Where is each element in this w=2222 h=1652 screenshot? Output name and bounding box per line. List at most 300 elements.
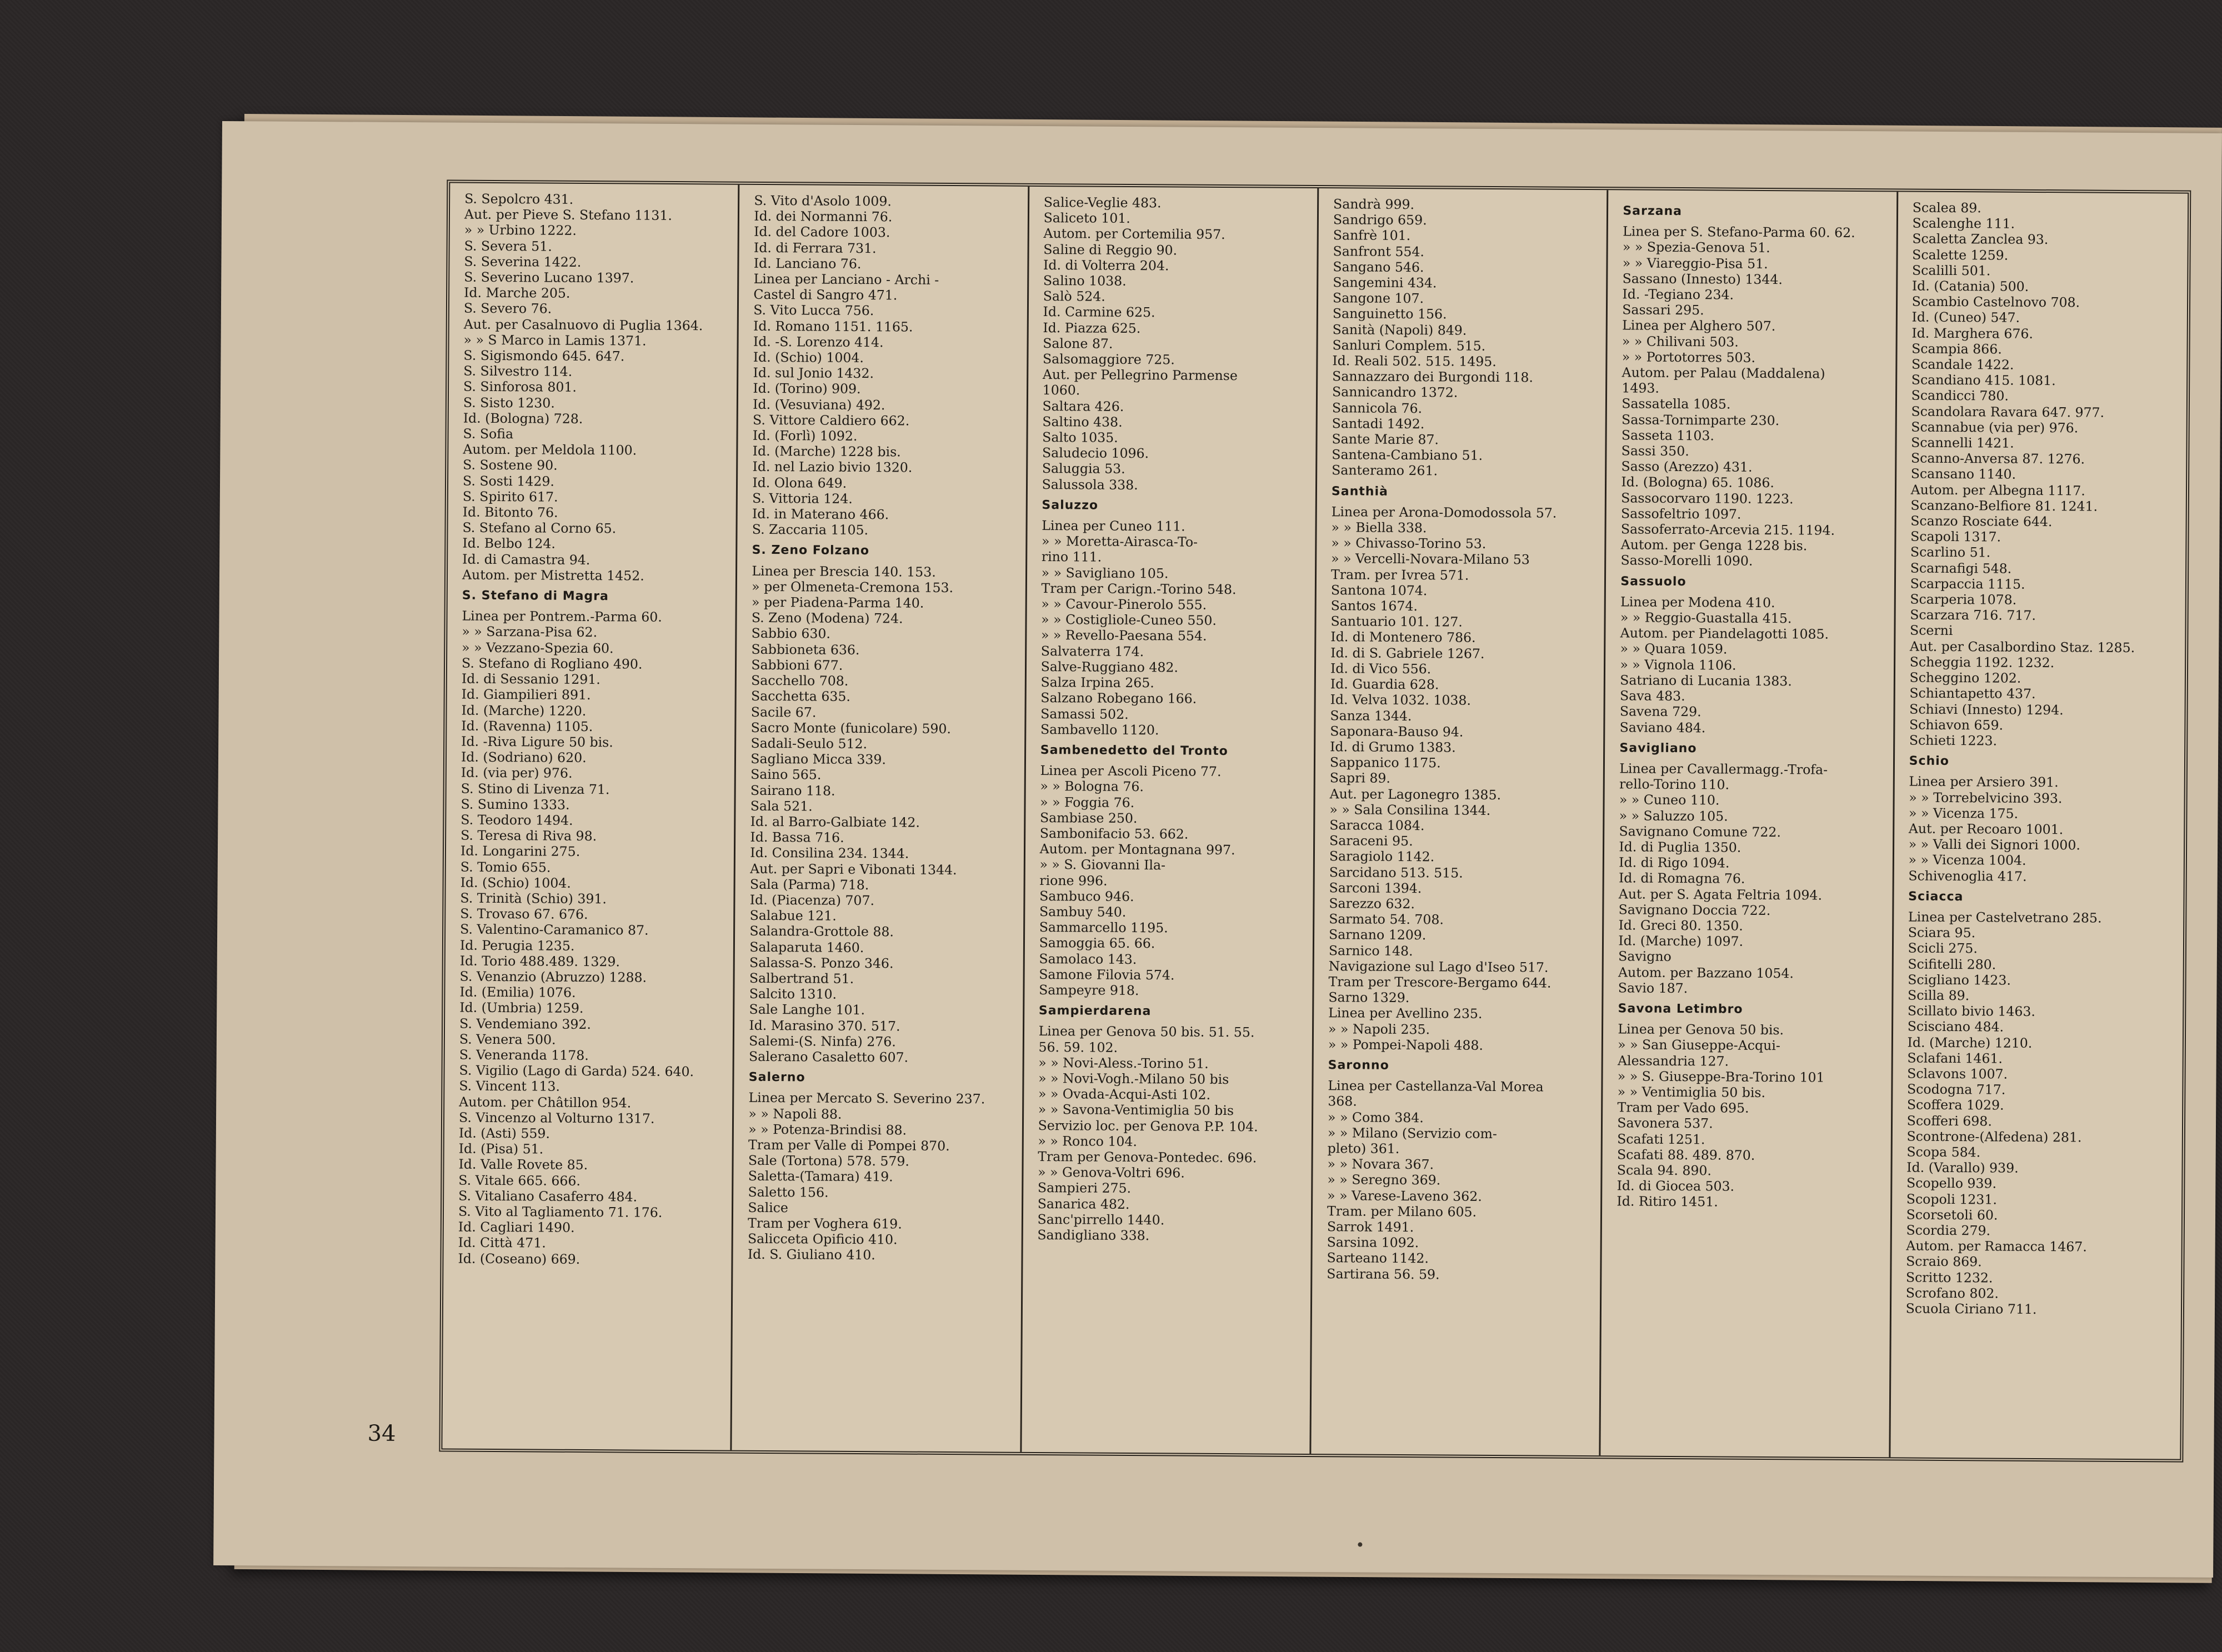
index-entry: Saludecio 1096. bbox=[1042, 445, 1149, 462]
index-entry: Sampeyre 918. bbox=[1039, 982, 1139, 999]
index-entry: » » San Giuseppe-Acqui- bbox=[1618, 1037, 1780, 1054]
index-entry: Id. nel Lazio bivio 1320. bbox=[752, 459, 913, 476]
index-entry: Id. Marasino 370. 517. bbox=[749, 1017, 900, 1034]
binding-mark bbox=[1358, 1543, 1362, 1547]
index-column-6 bbox=[1890, 192, 2188, 1459]
index-entry: Autom. per Piandelagotti 1085. bbox=[1620, 625, 1829, 642]
index-entry: Linea per Lanciano - Archi - bbox=[753, 271, 939, 288]
index-entry: Santadi 1492. bbox=[1332, 415, 1425, 432]
index-entry: Id. di Vico 556. bbox=[1330, 660, 1432, 677]
index-entry: » » Viareggio-Pisa 51. bbox=[1622, 255, 1768, 272]
index-entry: » » Novara 367. bbox=[1327, 1156, 1434, 1173]
index-entry: Savignano Doccia 722. bbox=[1618, 902, 1771, 918]
index-entry: S. Sisto 1230. bbox=[463, 394, 555, 411]
index-entry: Sarconi 1394. bbox=[1329, 879, 1422, 896]
index-entry: Savio 187. bbox=[1618, 980, 1688, 996]
index-entry: Sasso (Arezzo) 431. bbox=[1621, 458, 1753, 475]
index-entry: Sanità (Napoli) 849. bbox=[1332, 321, 1467, 338]
index-entry: » » Ovada-Acqui-Asti 102. bbox=[1038, 1086, 1211, 1103]
index-entry: » » Ventimiglia 50 bis. bbox=[1617, 1084, 1766, 1100]
index-entry: Id. Greci 80. 1350. bbox=[1618, 917, 1743, 934]
index-entry: Sassocorvaro 1190. 1223. bbox=[1621, 490, 1794, 507]
index-entry: » » S Marco in Lamis 1371. bbox=[463, 332, 647, 349]
index-entry: Schivenoglia 417. bbox=[1908, 868, 2027, 884]
index-entry: Scanzano-Belfiore 81. 1241. bbox=[1910, 497, 2098, 514]
index-entry: Salsomaggiore 725. bbox=[1042, 351, 1175, 368]
section-heading: Saronno bbox=[1328, 1058, 1389, 1073]
index-entry: Sclavons 1007. bbox=[1907, 1065, 2008, 1082]
index-entry: S. Silvestro 114. bbox=[463, 363, 573, 380]
index-entry: Schiantapetto 437. bbox=[1909, 685, 2036, 702]
index-entry: Saviano 484. bbox=[1619, 719, 1706, 735]
index-entry: Scrofano 802. bbox=[1905, 1285, 1999, 1301]
index-entry: » » Como 384. bbox=[1327, 1109, 1424, 1125]
index-entry: Scifitelli 280. bbox=[1908, 956, 1996, 973]
index-entry: Scanno-Anversa 87. 1276. bbox=[1910, 450, 2085, 467]
index-entry: Linea per Cuneo 111. bbox=[1042, 518, 1185, 534]
index-entry: » » Novi-Vogh.-Milano 50 bis bbox=[1038, 1070, 1229, 1088]
index-entry: Scheggino 1202. bbox=[1909, 669, 2021, 686]
index-entry: Linea per Genova 50 bis. bbox=[1618, 1021, 1784, 1038]
index-entry: Id. di Puglia 1350. bbox=[1619, 839, 1741, 855]
index-entry: Savignano Comune 722. bbox=[1619, 823, 1781, 840]
index-entry: Savonera 537. bbox=[1617, 1115, 1713, 1132]
index-entry: Id. Velva 1032. 1038. bbox=[1330, 692, 1472, 709]
index-entry: Scraio 869. bbox=[1906, 1253, 1982, 1270]
index-entry: S. Vendemiano 392. bbox=[459, 1015, 592, 1032]
index-entry: rello-Torino 110. bbox=[1619, 776, 1730, 793]
index-entry: » » Savona-Ventimiglia 50 bis bbox=[1038, 1102, 1234, 1119]
index-entry: Scalenghe 111. bbox=[1912, 215, 2015, 232]
index-entry: Scontrone-(Alfedena) 281. bbox=[1906, 1128, 2082, 1145]
index-entry: Scisciano 484. bbox=[1907, 1018, 2004, 1035]
index-entry: Id. (Marche) 1210. bbox=[1907, 1034, 2033, 1051]
index-entry: Id. Valle Rovete 85. bbox=[458, 1157, 588, 1173]
index-entry: Id. di Grumo 1383. bbox=[1330, 739, 1456, 755]
index-entry: Scofferi 698. bbox=[1906, 1113, 1992, 1129]
index-entry: Sandrigo 659. bbox=[1333, 212, 1427, 228]
index-entry: » » Biella 338. bbox=[1331, 519, 1427, 536]
index-entry: Id. di Montenero 786. bbox=[1330, 629, 1476, 646]
index-entry: S. Vito Lucca 756. bbox=[753, 302, 874, 319]
index-entry: Sartirana 56. 59. bbox=[1327, 1265, 1440, 1283]
index-entry: Id. del Cadore 1003. bbox=[754, 224, 890, 241]
index-entry: Autom. per Albegna 1117. bbox=[1910, 482, 2085, 499]
timetable-page bbox=[213, 121, 2222, 1578]
index-entry: Salice-Veglie 483. bbox=[1043, 194, 1162, 211]
index-entry: Samassi 502. bbox=[1040, 705, 1129, 722]
index-entry: Id. (Ravenna) 1105. bbox=[461, 718, 593, 734]
index-entry: Id. sul Jonio 1432. bbox=[753, 365, 874, 382]
index-entry: S. Vittore Caldiero 662. bbox=[752, 412, 910, 429]
index-entry: Scalette 1259. bbox=[1912, 247, 2009, 263]
index-entry: Saltino 438. bbox=[1042, 413, 1123, 430]
index-entry: » » Vezzano-Spezia 60. bbox=[462, 639, 614, 657]
index-entry: Sangone 107. bbox=[1332, 290, 1424, 307]
index-entry: Autom. per Cortemilia 957. bbox=[1043, 226, 1225, 243]
index-entry: Sala (Parma) 718. bbox=[749, 876, 869, 893]
index-entry: Saletta-(Tamara) 419. bbox=[748, 1168, 893, 1185]
index-entry: Schiavi (Innesto) 1294. bbox=[1909, 701, 2064, 718]
index-column-5 bbox=[1601, 190, 1898, 1457]
index-entry: Alessandria 127. bbox=[1617, 1052, 1729, 1069]
index-entry: » » Spezia-Genova 51. bbox=[1622, 239, 1770, 256]
index-entry: Scarnafigi 548. bbox=[1910, 560, 2012, 577]
page-number: 34 bbox=[367, 1420, 396, 1446]
index-entry: » » Vicenza 1004. bbox=[1908, 852, 2026, 869]
index-entry: Id. (Forlì) 1092. bbox=[752, 427, 858, 444]
index-entry: Scalea 89. bbox=[1912, 199, 1981, 216]
index-entry: Id. Ritiro 1451. bbox=[1617, 1193, 1718, 1210]
index-entry: S. Severino Lucano 1397. bbox=[464, 269, 634, 286]
index-entry: » » Milano (Servizio com- bbox=[1327, 1124, 1497, 1142]
index-entry: S. Severa 51. bbox=[464, 238, 552, 254]
index-entry: Sclafani 1461. bbox=[1907, 1050, 2003, 1067]
index-entry: Id. (Emilia) 1076. bbox=[459, 984, 576, 1001]
index-entry: Id. (Marche) 1097. bbox=[1618, 933, 1744, 949]
index-entry: Scanzo Rosciate 644. bbox=[1910, 513, 2053, 530]
index-entry: Scopa 584. bbox=[1906, 1144, 1981, 1160]
index-entry: Satriano di Lucania 1383. bbox=[1620, 672, 1792, 689]
index-entry: Id. (Varallo) 939. bbox=[1906, 1159, 2019, 1176]
index-entry: Sasso-Morelli 1090. bbox=[1620, 552, 1753, 569]
index-entry: Tram per Valle di Pompei 870. bbox=[748, 1137, 950, 1154]
index-entry: Scala 94. 890. bbox=[1617, 1162, 1712, 1179]
index-entry: Saponara-Bauso 94. bbox=[1330, 723, 1464, 740]
index-entry: » » Savigliano 105. bbox=[1041, 564, 1169, 582]
index-entry: Saletto 156. bbox=[748, 1184, 829, 1200]
index-column-2 bbox=[732, 185, 1029, 1452]
index-entry: » » Foggia 76. bbox=[1040, 794, 1135, 810]
index-entry: Saluggia 53. bbox=[1042, 460, 1125, 477]
index-entry: Scillato bivio 1463. bbox=[1907, 1003, 2036, 1020]
index-entry: Saliceto 101. bbox=[1043, 210, 1130, 227]
index-entry: Santuario 101. 127. bbox=[1330, 613, 1463, 630]
index-entry: Sannicandro 1372. bbox=[1332, 384, 1458, 401]
index-entry: Id. Bitonto 76. bbox=[462, 504, 558, 520]
index-entry: Tram per Vado 695. bbox=[1617, 1099, 1749, 1116]
index-entry: 1493. bbox=[1622, 380, 1660, 397]
index-entry: Scigliano 1423. bbox=[1908, 972, 2011, 988]
index-entry: Saracca 1084. bbox=[1329, 817, 1425, 834]
index-entry: Aut. per Recoaro 1001. bbox=[1908, 820, 2064, 838]
index-entry: Sarnico 148. bbox=[1328, 942, 1413, 959]
index-entry: Autom. per Mistretta 1452. bbox=[462, 567, 644, 584]
index-entry: Id. al Barro-Galbiate 142. bbox=[750, 813, 920, 830]
index-entry: Id. (Asti) 559. bbox=[458, 1125, 551, 1142]
index-entry: Autom. per Meldola 1100. bbox=[463, 441, 637, 458]
index-entry: 56. 59. 102. bbox=[1038, 1039, 1118, 1055]
index-entry: Salerano Casaletto 607. bbox=[748, 1048, 909, 1065]
index-entry: Tram per Voghera 619. bbox=[748, 1215, 902, 1232]
index-entry: Sangano 546. bbox=[1333, 259, 1424, 276]
index-entry: Salussola 338. bbox=[1042, 476, 1138, 493]
index-entry: Saino 565. bbox=[750, 767, 822, 783]
index-entry: Sanluri Complem. 515. bbox=[1332, 337, 1486, 354]
index-entry: Sanfrè 101. bbox=[1333, 227, 1411, 244]
index-entry: Scodogna 717. bbox=[1906, 1081, 2006, 1098]
index-entry: » » Napoli 235. bbox=[1328, 1020, 1430, 1037]
index-entry: Id. di Volterra 204. bbox=[1043, 257, 1169, 274]
index-entry: Tram per Genova-Pontedec. 696. bbox=[1038, 1148, 1257, 1166]
index-entry: Linea per Castellanza-Val Morea bbox=[1328, 1078, 1544, 1095]
index-entry: S. Veneranda 1178. bbox=[459, 1047, 589, 1064]
index-entry: Sante Marie 87. bbox=[1332, 431, 1439, 448]
index-entry: Saragiolo 1142. bbox=[1329, 848, 1435, 865]
index-entry: Id. (Umbria) 1259. bbox=[459, 999, 584, 1017]
index-entry: S. Vigilio (Lago di Garda) 524. 640. bbox=[459, 1062, 694, 1080]
index-entry: Salicceta Opificio 410. bbox=[747, 1231, 898, 1248]
index-entry: Scoffera 1029. bbox=[1906, 1097, 2004, 1114]
index-entry: Linea per S. Stefano-Parma 60. 62. bbox=[1623, 223, 1855, 241]
index-entry: Linea per Arona-Domodossola 57. bbox=[1331, 504, 1557, 521]
index-entry: » » S. Giuseppe-Bra-Torino 101 bbox=[1617, 1068, 1825, 1085]
index-entry: Linea per Castelvetrano 285. bbox=[1908, 909, 2102, 926]
index-entry: Id. (Catania) 500. bbox=[1911, 278, 2029, 294]
index-entry: Id. (Bologna) 728. bbox=[463, 410, 583, 427]
index-entry: S. Severina 1422. bbox=[464, 253, 582, 270]
index-entry: Salabue 121. bbox=[749, 907, 837, 924]
index-entry: Linea per Modena 410. bbox=[1620, 594, 1775, 610]
index-entry: » » Ronco 104. bbox=[1038, 1133, 1138, 1149]
index-entry: S. Sigismondo 645. 647. bbox=[463, 347, 625, 364]
index-entry: Scansano 1140. bbox=[1910, 466, 2016, 483]
index-entry: Salassa-S. Ponzo 346. bbox=[749, 954, 894, 972]
index-entry: Scandale 1422. bbox=[1911, 356, 2014, 373]
index-entry: » » Sarzana-Pisa 62. bbox=[462, 624, 598, 640]
index-entry: Sassi 350. bbox=[1621, 443, 1689, 459]
index-entry: » » Valli dei Signori 1000. bbox=[1908, 836, 2080, 853]
index-entry: Samolaco 143. bbox=[1039, 950, 1137, 967]
index-entry: Linea per Mercato S. Severino 237. bbox=[748, 1090, 985, 1107]
index-entry: Sanfront 554. bbox=[1333, 243, 1425, 259]
section-heading: Savona Letimbro bbox=[1618, 1002, 1743, 1017]
index-entry: Sannicola 76. bbox=[1332, 399, 1423, 416]
index-entry: Linea per Arsiero 391. bbox=[1909, 773, 2059, 790]
index-entry: Saline di Reggio 90. bbox=[1043, 241, 1178, 258]
index-entry: Salandra-Grottole 88. bbox=[749, 923, 894, 940]
index-entry: Linea per Alghero 507. bbox=[1622, 317, 1776, 334]
index-entry: Sapri 89. bbox=[1329, 770, 1391, 787]
index-entry: S. Vitaliano Casaferro 484. bbox=[458, 1188, 638, 1205]
index-entry: Id. (Marche) 1228 bis. bbox=[752, 443, 901, 460]
index-entry: Scerni bbox=[1910, 623, 1953, 639]
index-entry: Aut. per Pieve S. Stefano 1131. bbox=[464, 206, 672, 224]
section-heading: Santhià bbox=[1331, 484, 1388, 499]
index-entry: Salvaterra 174. bbox=[1040, 643, 1144, 659]
index-entry: » » Saluzzo 105. bbox=[1619, 807, 1728, 824]
index-entry: » » Genova-Voltri 696. bbox=[1038, 1164, 1185, 1181]
index-entry: Savena 729. bbox=[1619, 703, 1701, 720]
index-entry: Id. Bassa 716. bbox=[750, 829, 844, 845]
index-entry: Sangemini 434. bbox=[1333, 274, 1437, 291]
index-entry: » » Revello-Paesana 554. bbox=[1040, 627, 1207, 644]
index-entry: Id. (Torino) 909. bbox=[753, 381, 861, 397]
index-entry: Samoggia 65. 66. bbox=[1039, 935, 1155, 952]
section-heading: Sampierdarena bbox=[1038, 1004, 1152, 1019]
index-column-3 bbox=[1022, 187, 1319, 1454]
index-entry: Scarpaccia 1115. bbox=[1910, 575, 2025, 592]
index-entry: S. Stefano al Corno 65. bbox=[462, 519, 617, 537]
index-column-4 bbox=[1311, 188, 1608, 1455]
index-entry: S. Stino di Livenza 71. bbox=[461, 780, 610, 797]
index-entry: Sarrok 1491. bbox=[1327, 1219, 1414, 1235]
section-heading: Sciacca bbox=[1908, 889, 1964, 904]
index-entry: Id. (Schio) 1004. bbox=[460, 874, 571, 891]
index-entry: Scopello 939. bbox=[1906, 1175, 1997, 1192]
section-heading: Salerno bbox=[748, 1070, 805, 1085]
index-entry: Santeramo 261. bbox=[1332, 462, 1438, 479]
index-entry: Scilla 89. bbox=[1907, 987, 1970, 1004]
index-entry: S. Spirito 617. bbox=[462, 488, 558, 505]
index-entry: S. Teresa di Riva 98. bbox=[461, 827, 597, 844]
index-entry: Schieti 1223. bbox=[1909, 732, 1998, 749]
index-entry: Scannelli 1421. bbox=[1911, 434, 2014, 451]
index-entry: Sarmato 54. 708. bbox=[1329, 911, 1444, 928]
index-entry: Salbertrand 51. bbox=[749, 970, 854, 987]
index-entry: Scarzara 716. 717. bbox=[1910, 607, 2036, 624]
index-entry: » » Vignola 1106. bbox=[1620, 657, 1736, 673]
index-entry: Linea per Ascoli Piceno 77. bbox=[1040, 763, 1222, 780]
index-entry: » » Napoli 88. bbox=[748, 1105, 842, 1122]
index-entry: Linea per Genova 50 bis. 51. 55. bbox=[1038, 1023, 1255, 1040]
index-entry: Sassa-Tornimparte 230. bbox=[1621, 412, 1780, 428]
index-entry: Sarteano 1142. bbox=[1327, 1250, 1429, 1266]
index-entry: Autom. per Ramacca 1467. bbox=[1906, 1238, 2087, 1255]
index-entry: » per Olmeneta-Cremona 153. bbox=[752, 578, 954, 595]
index-entry: Scampia 866. bbox=[1911, 341, 2002, 357]
index-entry: Aut. per S. Agata Feltria 1094. bbox=[1618, 885, 1823, 903]
index-entry: Scarperia 1078. bbox=[1910, 591, 2017, 608]
section-heading: Sarzana bbox=[1623, 204, 1683, 219]
index-entry: Scandiano 415. 1081. bbox=[1911, 372, 2056, 389]
index-entry: Sarno 1329. bbox=[1328, 989, 1410, 1006]
index-entry: » » Seregno 369. bbox=[1327, 1172, 1441, 1188]
index-entry: S. Sumino 1333. bbox=[461, 796, 570, 813]
index-entry: Scambio Castelnovo 708. bbox=[1911, 293, 2080, 311]
index-entry: Sampieri 275. bbox=[1037, 1180, 1132, 1197]
index-entry: » » Cavour-Pinerolo 555. bbox=[1041, 596, 1207, 613]
index-entry: rino 111. bbox=[1041, 549, 1102, 565]
index-entry: S. Stefano di Rogliano 490. bbox=[461, 655, 643, 672]
index-entry: Aut. per Casalnuovo di Puglia 1364. bbox=[463, 316, 703, 333]
index-entry: » » Reggio-Guastalla 415. bbox=[1620, 609, 1792, 627]
index-entry: Linea per Brescia 140. 153. bbox=[752, 563, 936, 580]
index-entry: Id. Olona 649. bbox=[752, 474, 847, 491]
index-entry: Sambavello 1120. bbox=[1040, 721, 1159, 738]
index-entry: Scheggia 1192. 1232. bbox=[1909, 654, 2055, 671]
index-entry: Sassofeltrio 1097. bbox=[1620, 505, 1741, 522]
index-entry: Aut. per Lagonegro 1385. bbox=[1329, 785, 1502, 803]
index-entry: Id. (Piacenza) 707. bbox=[749, 892, 875, 909]
index-entry: Id. S. Giuliano 410. bbox=[747, 1246, 875, 1263]
index-entry: Sarezzo 632. bbox=[1329, 895, 1415, 912]
index-entry: Salto 1035. bbox=[1042, 429, 1118, 445]
index-entry: Sanguinetto 156. bbox=[1332, 306, 1447, 322]
index-entry: Sacchetta 635. bbox=[750, 688, 850, 705]
index-entry: » » Quara 1059. bbox=[1620, 640, 1728, 658]
index-entry: Castel di Sangro 471. bbox=[753, 287, 898, 303]
index-entry: Salza Irpina 265. bbox=[1040, 674, 1154, 691]
index-entry: Sannazzaro dei Burgondi 118. bbox=[1332, 368, 1534, 386]
section-heading: Schio bbox=[1909, 754, 1949, 769]
index-entry: Linea per Avellino 235. bbox=[1328, 1005, 1483, 1022]
index-entry: Linea per Pontrem.-Parma 60. bbox=[462, 608, 662, 625]
index-entry: Sagliano Micca 339. bbox=[750, 750, 887, 768]
index-entry: Scarlino 51. bbox=[1910, 544, 1991, 560]
index-entry: Aut. per Pellegrino Parmense bbox=[1042, 367, 1238, 384]
index-entry: Scordia 279. bbox=[1906, 1222, 1991, 1239]
index-entry: Sassatella 1085. bbox=[1622, 396, 1731, 413]
index-entry: Sammarcello 1195. bbox=[1039, 919, 1168, 936]
index-entry: » » Vercelli-Novara-Milano 53 bbox=[1331, 550, 1530, 568]
index-frame bbox=[439, 179, 2191, 1462]
index-entry: Id. -Tegiano 234. bbox=[1622, 286, 1734, 303]
index-entry: Sanza 1344. bbox=[1330, 707, 1412, 724]
index-entry: pleto) 361. bbox=[1327, 1140, 1400, 1157]
index-entry: S. Venanzio (Abruzzo) 1288. bbox=[459, 968, 647, 985]
index-entry: » » Costigliole-Cuneo 550. bbox=[1041, 612, 1217, 629]
index-entry: Tram per Trescore-Bergamo 644. bbox=[1328, 974, 1552, 991]
index-entry: » » Sala Consilina 1344. bbox=[1329, 801, 1491, 818]
index-entry: Sambonifacio 53. 662. bbox=[1039, 825, 1189, 842]
index-entry: Scafati 88. 489. 870. bbox=[1617, 1147, 1755, 1163]
index-entry: Salemi-(S. Ninfa) 276. bbox=[749, 1033, 896, 1050]
index-entry: » » Novi-Aless.-Torino 51. bbox=[1038, 1054, 1209, 1072]
section-heading: Saluzzo bbox=[1042, 498, 1099, 513]
index-entry: Sandrà 999. bbox=[1333, 196, 1415, 213]
index-entry: Sale (Tortona) 578. 579. bbox=[748, 1153, 910, 1169]
index-entry: Sairano 118. bbox=[750, 782, 835, 799]
index-entry: Autom. per Genga 1228 bis. bbox=[1620, 537, 1808, 554]
index-entry: S. Vitale 665. 666. bbox=[458, 1172, 581, 1189]
index-entry: 368. bbox=[1328, 1093, 1357, 1109]
index-entry: Id. in Materano 466. bbox=[752, 505, 889, 523]
index-entry: Id. Carmine 625. bbox=[1043, 304, 1155, 321]
index-entry: Aut. per Sapri e Vibonati 1344. bbox=[750, 860, 957, 878]
index-entry: S. Vito d'Asolo 1009. bbox=[754, 192, 892, 209]
index-entry: Tram. per Ivrea 571. bbox=[1330, 566, 1469, 583]
index-entry: Santona 1074. bbox=[1330, 582, 1428, 599]
index-entry: » per Piadena-Parma 140. bbox=[751, 594, 924, 611]
index-entry: Id. Torio 488.489. 1329. bbox=[459, 953, 620, 970]
index-entry: » » Cuneo 110. bbox=[1619, 792, 1720, 808]
index-entry: S. Vincent 113. bbox=[459, 1078, 560, 1095]
index-entry: Sasseta 1103. bbox=[1621, 427, 1714, 444]
index-entry: Sassano (Innesto) 1344. bbox=[1622, 271, 1783, 287]
index-entry: Sacile 67. bbox=[750, 704, 817, 720]
index-entry: Sarnano 1209. bbox=[1328, 927, 1427, 943]
index-entry: S. Vittoria 124. bbox=[752, 490, 853, 507]
index-entry: S. Sofia bbox=[463, 425, 514, 442]
index-entry: Sciara 95. bbox=[1908, 924, 1976, 941]
index-entry: Id. (Marche) 1220. bbox=[461, 702, 587, 719]
index-entry: Id. (Sodriano) 620. bbox=[461, 749, 587, 766]
index-entry: S. Tomio 655. bbox=[460, 859, 551, 875]
index-entry: Sandigliano 338. bbox=[1037, 1227, 1150, 1244]
index-entry: Salice bbox=[748, 1199, 788, 1216]
index-entry: » » Potenza-Brindisi 88. bbox=[748, 1121, 907, 1138]
index-entry: S. Zeno (Modena) 724. bbox=[751, 610, 903, 627]
index-entry: S. Teodoro 1494. bbox=[461, 812, 573, 828]
index-entry: » » Chilivani 503. bbox=[1622, 333, 1739, 350]
index-entry: Id. (Pisa) 51. bbox=[458, 1140, 544, 1157]
index-entry: Id. Belbo 124. bbox=[462, 535, 556, 552]
index-entry: Scopoli 1231. bbox=[1906, 1191, 1997, 1208]
index-entry: Id. di Rigo 1094. bbox=[1619, 854, 1730, 871]
index-entry: Sabbio 630. bbox=[751, 625, 831, 642]
index-entry: Schiavon 659. bbox=[1909, 717, 2004, 733]
